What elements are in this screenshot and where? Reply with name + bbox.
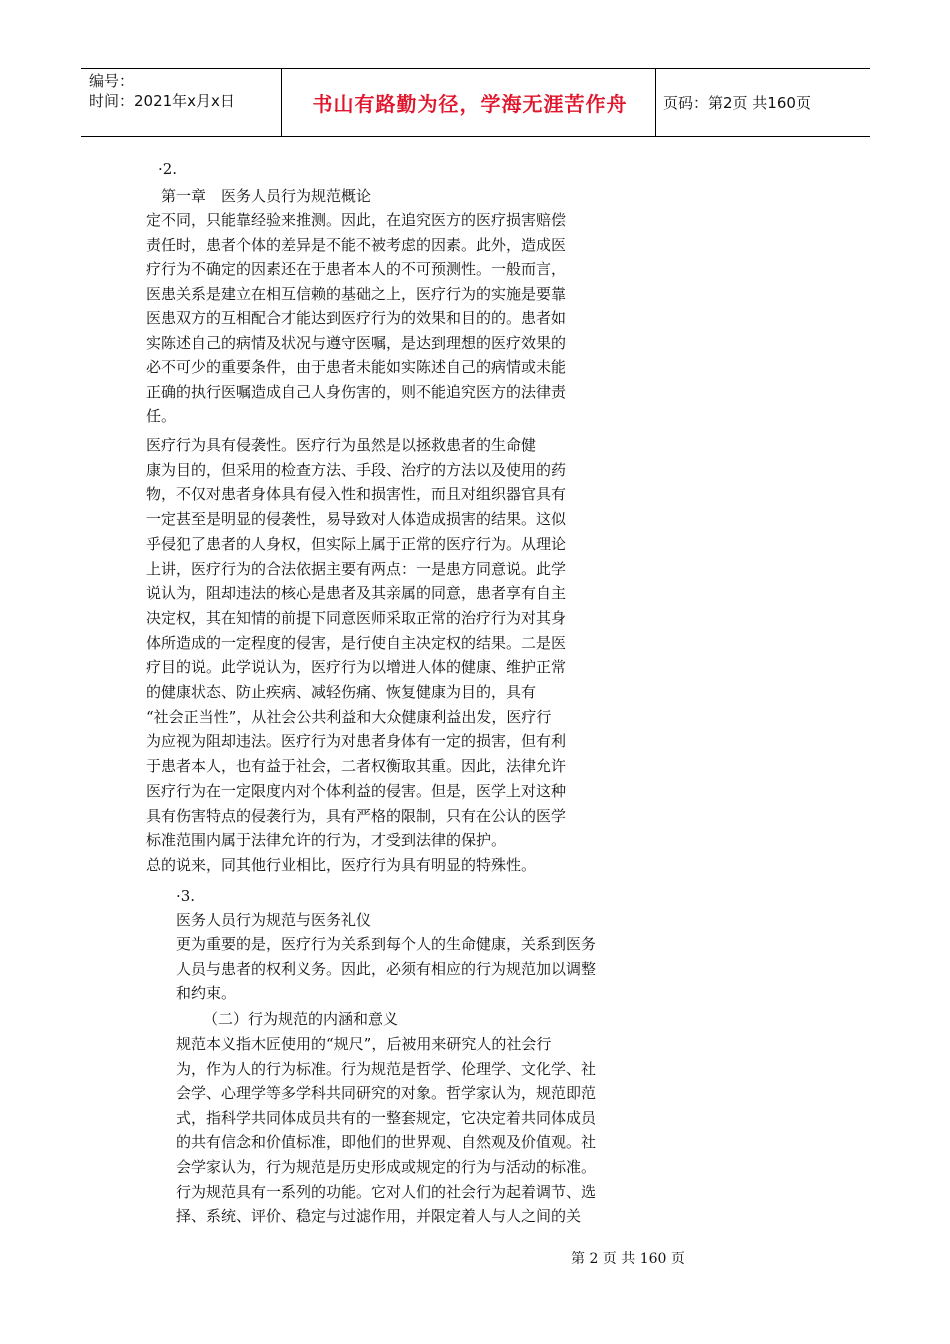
text-line: 说认为，阻却违法的核心是患者及其亲属的同意，患者享有自主 [146,584,567,603]
page-marker: ·3. [176,887,196,905]
text-line: 医疗行为在一定限度内对个体利益的侵害。但是，医学上对这种 [146,781,567,800]
header-page-info: 页码：第2页 共160页 [663,94,811,112]
text-line: 标准范围内属于法律允许的行为，才受到法律的保护。 [146,831,507,850]
text-line: 任。 [146,407,177,425]
text-line: 具有伤害特点的侵袭行为，具有严格的限制，只有在公认的医学 [146,806,567,825]
text-line: 责任时，患者个体的差异是不能不被考虑的因素。此外，造成医 [146,235,567,254]
text-line: 实陈述自己的病情及状况与遵守医嘱，是达到理想的医疗效果的 [146,333,567,352]
header-divider [281,69,282,136]
section-title: 医务人员行为规范与医务礼仪 [176,911,372,929]
text-line: 和约束。 [176,984,237,1002]
text-line: 更为重要的是，医疗行为关系到每个人的生命健康，关系到医务 [176,935,597,953]
text-line: 规范本义指木匠使用的“规尺”，后被用来研究人的社会行 [176,1035,552,1053]
subsection-heading: （二）行为规范的内涵和意义 [203,1010,399,1028]
text-line: 上讲，医疗行为的合法依据主要有两点：一是患方同意说。此学 [146,559,567,578]
text-line: 为应视为阻却违法。医疗行为对患者身体有一定的损害，但有利 [146,732,567,751]
text-line: 人员与患者的权利义务。因此，必须有相应的行为规范加以调整 [176,959,597,978]
text-line: 会学家认为，行为规范是历史形成或规定的行为与活动的标准。 [176,1158,597,1176]
text-line: 一定甚至是明显的侵袭性，易导致对人体造成损害的结果。这似 [146,510,567,529]
page-marker: ·2. [158,160,178,178]
page-footer: 第 2 页 共 160 页 [571,1251,685,1267]
text-line: 乎侵犯了患者的人身权，但实际上属于正常的医疗行为。从理论 [146,534,567,553]
date-line: 时间：2021年x月x日 [89,92,235,110]
text-line: 定不同，只能靠经验来推测。因此，在追究医方的医疗损害赔偿 [146,211,567,229]
text-line: 的共有信念和价值标准，即他们的世界观、自然观及价值观。社 [176,1133,597,1152]
header-left-cell [89,71,235,111]
text-line: 决定权，其在知情的前提下同意医师采取正常的治疗行为对其身 [146,608,567,627]
header-divider [655,69,656,136]
text-line: 于患者本人，也有益于社会，二者权衡取其重。因此，法律允许 [146,757,567,776]
text-line: 疗目的说。此学说认为，医疗行为以增进人体的健康、维护正常 [146,658,567,677]
text-line: 为，作为人的行为标准。行为规范是哲学、伦理学、文化学、社 [176,1059,597,1078]
text-line: 医患关系是建立在相互信赖的基础之上，医疗行为的实施是要靠 [146,284,567,303]
header-motto: 书山有路勤为径，学海无涯苦作舟 [312,92,628,116]
text-line: 总的说来，同其他行业相比，医疗行为具有明显的特殊性。 [146,855,537,874]
text-line: 择、系统、评价、稳定与过滤作用，并限定着人与人之间的关 [176,1207,582,1226]
text-line: 物，不仅对患者身体具有侵入性和损害性，而且对组织器官具有 [146,485,567,504]
text-line: 的健康状态、防止疾病、减轻伤痛、恢复健康为目的，具有 [146,683,537,701]
chapter-heading: 第一章 医务人员行为规范概论 [161,187,372,205]
text-line: 行为规范具有一系列的功能。它对人们的社会行为起着调节、选 [176,1182,597,1201]
code-label: 编号： [89,72,135,90]
text-line: 会学、心理学等多学科共同研究的对象。哲学家认为，规范即范 [176,1084,597,1103]
document-header [81,68,870,137]
text-line: 正确的执行医嘱造成自己人身伤害的，则不能追究医方的法律责 [146,382,567,401]
text-line: 疗行为不确定的因素还在于患者本人的不可预测性。一般而言， [146,260,567,278]
text-line: “社会正当性”，从社会公共利益和大众健康利益出发，医疗行 [146,707,552,726]
text-line: 医疗行为具有侵袭性。医疗行为虽然是以拯救患者的生命健 [146,436,537,454]
text-line: 体所造成的一定程度的侵害，是行使自主决定权的结果。二是医 [146,633,567,652]
text-line: 式，指科学共同体成员共有的一整套规定，它决定着共同体成员 [176,1108,597,1127]
text-line: 康为目的，但采用的检查方法、手段、治疗的方法以及使用的药 [146,460,567,479]
text-line: 医患双方的互相配合才能达到医疗行为的效果和目的的。患者如 [146,309,567,327]
text-line: 必不可少的重要条件，由于患者未能如实陈述自己的病情或未能 [146,358,567,376]
